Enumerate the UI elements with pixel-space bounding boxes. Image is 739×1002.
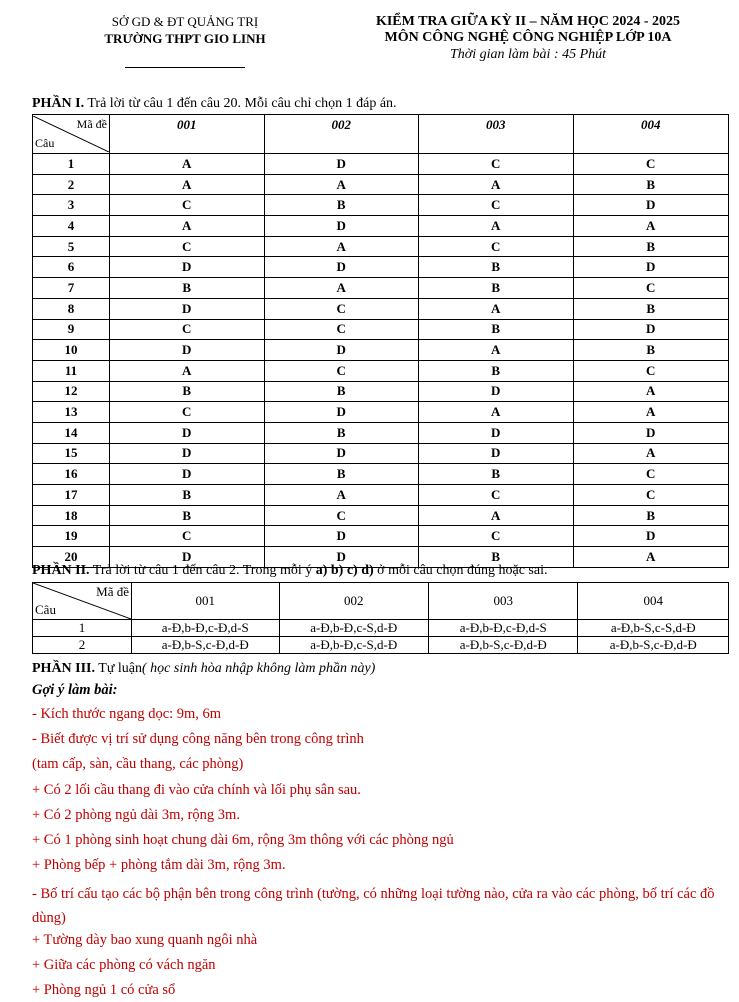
question-number: 12 <box>33 381 110 402</box>
answer-cell: D <box>573 257 729 278</box>
part2-answer-table <box>32 582 729 654</box>
guide-line: + Có 2 phòng ngủ dài 3m, rộng 3m. <box>32 807 240 823</box>
question-number: 10 <box>33 340 110 361</box>
question-number: 1 <box>33 154 110 175</box>
answer-cell: A <box>573 547 729 568</box>
answer-cell: D <box>110 464 265 485</box>
answer-cell: C <box>110 402 265 423</box>
answer-cell: D <box>264 340 419 361</box>
table-row <box>33 195 729 216</box>
guide-line: + Phòng bếp + phòng tắm dài 3m, rộng 3m. <box>32 857 286 873</box>
exam-duration: Thời gian làm bài : 45 Phút <box>449 47 607 62</box>
part2-corner-cell <box>33 583 132 620</box>
answer-cell: A <box>264 278 419 299</box>
answer-cell: B <box>573 340 729 361</box>
answer-cell: B <box>264 381 419 402</box>
part3-title: PHẦN III. <box>32 661 96 676</box>
answer-cell: B <box>110 381 265 402</box>
answer-cell: A <box>573 402 729 423</box>
code-header: 002 <box>279 583 428 620</box>
answer-cell: A <box>419 174 574 195</box>
answer-cell: D <box>573 319 729 340</box>
answer-cell: C <box>264 319 419 340</box>
answer-cell: A <box>110 154 265 175</box>
department-name: SỞ GD & ĐT QUẢNG TRỊ <box>111 14 259 29</box>
table-row <box>33 154 729 175</box>
answer-cell: B <box>419 360 574 381</box>
part2-heading <box>32 563 547 579</box>
answer-cell: A <box>110 174 265 195</box>
guide-line: - Kích thước ngang dọc: 9m, 6m <box>32 706 222 722</box>
table-row <box>33 216 729 237</box>
question-number: 14 <box>33 422 110 443</box>
school-header <box>60 14 310 68</box>
answer-cell: D <box>264 216 419 237</box>
answer-cell: A <box>419 402 574 423</box>
answer-cell: C <box>573 278 729 299</box>
corner-label-code: Mã đề <box>76 117 107 131</box>
answer-cell: B <box>419 547 574 568</box>
answer-cell: D <box>264 443 419 464</box>
answer-cell: B <box>573 298 729 319</box>
guide-line: (tam cấp, sàn, cầu thang, các phòng) <box>32 756 244 772</box>
table-row <box>33 340 729 361</box>
question-number: 9 <box>33 319 110 340</box>
answer-cell: B <box>110 278 265 299</box>
code-header: 001 <box>132 583 280 620</box>
answer-cell: C <box>419 236 574 257</box>
answer-cell: C <box>110 236 265 257</box>
part1-answer-table <box>32 114 729 568</box>
question-number: 3 <box>33 195 110 216</box>
part3-note: ( học sinh hòa nhập không làm phần này) <box>142 661 376 676</box>
answer-cell: a-Đ,b-S,c-S,d-Đ <box>578 620 729 637</box>
code-header: 001 <box>110 115 265 154</box>
answer-cell: C <box>110 195 265 216</box>
part2-instruction-end: ở mỗi câu chọn đúng hoặc sai. <box>373 563 548 578</box>
table-row <box>33 381 729 402</box>
exam-title: KIỂM TRA GIỮA KỲ II – NĂM HỌC 2024 - 2025 <box>375 14 681 29</box>
answer-cell: A <box>419 505 574 526</box>
answer-cell: A <box>573 381 729 402</box>
code-header: 004 <box>578 583 729 620</box>
answer-cell: D <box>419 381 574 402</box>
part3-heading <box>32 661 375 677</box>
code-header: 004 <box>573 115 729 154</box>
answer-cell: A <box>110 360 265 381</box>
part1-title: PHẦN I. <box>32 96 85 111</box>
answer-cell: D <box>110 340 265 361</box>
table-row <box>33 464 729 485</box>
table-row <box>33 298 729 319</box>
answer-cell: C <box>573 360 729 381</box>
part2-header-row <box>33 583 729 620</box>
table-row <box>33 402 729 423</box>
answer-cell: B <box>110 485 265 506</box>
answer-cell: C <box>573 485 729 506</box>
table-row <box>33 257 729 278</box>
answer-cell: a-Đ,b-Đ,c-Đ,d-S <box>428 620 577 637</box>
answer-cell: a-Đ,b-Đ,c-S,d-Đ <box>279 637 428 654</box>
question-number: 17 <box>33 485 110 506</box>
answer-cell: A <box>110 216 265 237</box>
answer-cell: B <box>110 505 265 526</box>
table-row <box>33 236 729 257</box>
answer-cell: C <box>264 298 419 319</box>
answer-cell: D <box>110 257 265 278</box>
answer-cell: A <box>573 443 729 464</box>
answer-cell: D <box>110 298 265 319</box>
table-row <box>33 505 729 526</box>
answer-cell: D <box>264 402 419 423</box>
table-row <box>33 422 729 443</box>
table-row <box>33 637 729 654</box>
answer-cell: D <box>264 547 419 568</box>
part1-header-row <box>33 115 729 154</box>
answer-cell: D <box>419 422 574 443</box>
answer-cell: D <box>264 257 419 278</box>
question-number: 11 <box>33 360 110 381</box>
school-name: TRƯỜNG THPT GIO LINH <box>104 31 266 46</box>
table-row <box>33 485 729 506</box>
code-header: 003 <box>419 115 574 154</box>
answer-cell: C <box>110 526 265 547</box>
guide-line: + Có 2 lối cầu thang đi vào cửa chính và lối phụ sân sau. <box>32 782 361 798</box>
guide-line: + Tường dày bao xung quanh ngôi nhà <box>32 932 258 948</box>
question-number: 1 <box>33 620 132 637</box>
table-row <box>33 360 729 381</box>
table-row <box>33 174 729 195</box>
answer-cell: a-Đ,b-S,c-Đ,d-Đ <box>132 637 280 654</box>
part2-instruction-options: a) b) c) d) <box>315 563 374 578</box>
answer-cell: D <box>419 443 574 464</box>
guide-line: + Phòng ngủ 1 có cửa sổ <box>32 982 176 998</box>
corner-label-code: Mã đề <box>96 584 129 599</box>
table-row <box>33 319 729 340</box>
answer-cell: B <box>573 236 729 257</box>
answer-cell: B <box>573 174 729 195</box>
table-row <box>33 278 729 299</box>
answer-cell: A <box>419 340 574 361</box>
corner-label-question: Câu <box>35 136 55 150</box>
answer-cell: D <box>573 526 729 547</box>
answer-cell: A <box>264 174 419 195</box>
answer-cell: a-Đ,b-S,c-Đ,d-Đ <box>428 637 577 654</box>
code-header: 002 <box>264 115 419 154</box>
answer-cell: A <box>573 216 729 237</box>
answer-cell: B <box>264 195 419 216</box>
answer-cell: C <box>419 195 574 216</box>
part1-corner-cell <box>33 115 110 154</box>
question-number: 4 <box>33 216 110 237</box>
question-number: 18 <box>33 505 110 526</box>
table-row <box>33 443 729 464</box>
guide-line: + Giữa các phòng có vách ngăn <box>32 957 216 973</box>
answer-cell: D <box>110 443 265 464</box>
question-number: 16 <box>33 464 110 485</box>
answer-cell: D <box>110 422 265 443</box>
answer-cell: A <box>264 485 419 506</box>
answer-cell: B <box>264 422 419 443</box>
table-row <box>33 620 729 637</box>
question-number: 19 <box>33 526 110 547</box>
answer-cell: D <box>264 526 419 547</box>
answer-cell: C <box>419 526 574 547</box>
answer-cell: D <box>573 195 729 216</box>
part1-instruction: Trả lời từ câu 1 đến câu 20. Mỗi câu chỉ chọn 1 đáp án. <box>84 96 397 111</box>
guide-line: - Biết được vị trí sử dụng công năng bên trong công trình <box>32 731 364 747</box>
answer-cell: a-Đ,b-Đ,c-S,d-Đ <box>279 620 428 637</box>
answer-cell: B <box>264 464 419 485</box>
answer-cell: C <box>573 154 729 175</box>
answer-cell: B <box>419 257 574 278</box>
answer-cell: C <box>264 505 419 526</box>
question-number: 5 <box>33 236 110 257</box>
answer-cell: C <box>264 360 419 381</box>
answer-cell: D <box>573 422 729 443</box>
part2-title: PHẦN II. <box>32 563 90 578</box>
guide-line: + Có 1 phòng sinh hoạt chung dài 6m, rộng 3m thông với các phòng ngủ <box>32 832 454 848</box>
part2-instruction: Trả lời từ câu 1 đến câu 2. Trong mỗi ý <box>89 563 316 578</box>
corner-label-question: Câu <box>35 602 56 617</box>
answer-cell: a-Đ,b-S,c-Đ,d-Đ <box>578 637 729 654</box>
question-number: 8 <box>33 298 110 319</box>
answer-cell: a-Đ,b-Đ,c-Đ,d-S <box>132 620 280 637</box>
guide-line: - Bố trí cấu tạo các bộ phận bên trong công trình (tường, có những loại tường nào, cửa ra vào các phòng, bố trí các đồ dùng) <box>32 886 715 926</box>
answer-cell: D <box>110 547 265 568</box>
code-header: 003 <box>428 583 577 620</box>
question-number: 7 <box>33 278 110 299</box>
answer-cell: B <box>573 505 729 526</box>
question-number: 13 <box>33 402 110 423</box>
answer-cell: C <box>573 464 729 485</box>
question-number: 6 <box>33 257 110 278</box>
header-divider <box>125 67 245 68</box>
answer-cell: B <box>419 464 574 485</box>
table-row <box>33 526 729 547</box>
answer-cell: C <box>110 319 265 340</box>
answer-cell: A <box>264 236 419 257</box>
answer-cell: C <box>419 154 574 175</box>
answer-cell: A <box>419 298 574 319</box>
answer-cell: B <box>419 278 574 299</box>
answer-cell: B <box>419 319 574 340</box>
question-number: 2 <box>33 637 132 654</box>
question-number: 2 <box>33 174 110 195</box>
question-number: 15 <box>33 443 110 464</box>
answer-cell: A <box>419 216 574 237</box>
exam-header <box>328 14 728 63</box>
question-number: 20 <box>33 547 110 568</box>
part1-heading <box>32 96 397 112</box>
part3-instruction: Tự luận <box>95 661 143 676</box>
subject-title: MÔN CÔNG NGHỆ CÔNG NGHIỆP LỚP 10A <box>384 30 672 45</box>
answer-cell: D <box>264 154 419 175</box>
answer-cell: C <box>419 485 574 506</box>
guide-title: Gợi ý làm bài: <box>32 682 118 698</box>
